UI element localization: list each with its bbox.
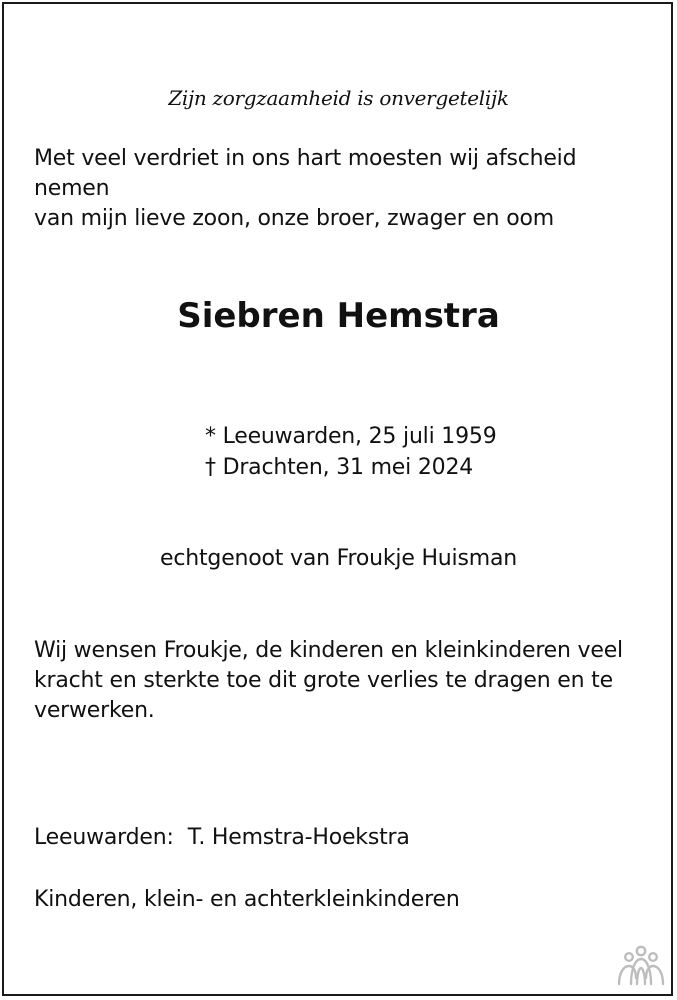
signature-row xyxy=(34,823,410,853)
deceased-name: Siebren Hemstra xyxy=(177,296,500,336)
death-date: † Drachten, 31 mei 2024 xyxy=(205,455,474,480)
intro-line: van mijn lieve zoon, onze broer, zwager en oom xyxy=(34,206,554,231)
wish-line: verwerken. xyxy=(34,698,155,723)
signature-place: Leeuwarden: xyxy=(34,825,174,850)
spouse-line: echtgenoot van Froukje Huisman xyxy=(160,546,517,571)
wish-line: Wij wensen Froukje, de kinderen en kleinkinderen veel xyxy=(34,638,623,663)
wish-text xyxy=(34,636,634,726)
people-group-icon xyxy=(615,944,667,988)
intro-text xyxy=(34,144,654,234)
signature-name: T. Hemstra-Hoekstra xyxy=(187,825,410,850)
birth-date: * Leeuwarden, 25 juli 1959 xyxy=(205,424,497,449)
intro-line: Met veel verdriet in ons hart moesten wij afscheid nemen xyxy=(34,146,577,201)
family-line: Kinderen, klein- en achterkleinkinderen xyxy=(34,887,460,912)
motto: Zijn zorgzaamheid is onvergetelijk xyxy=(168,86,509,110)
wish-line: kracht en sterkte toe dit grote verlies te dragen en te xyxy=(34,668,613,693)
